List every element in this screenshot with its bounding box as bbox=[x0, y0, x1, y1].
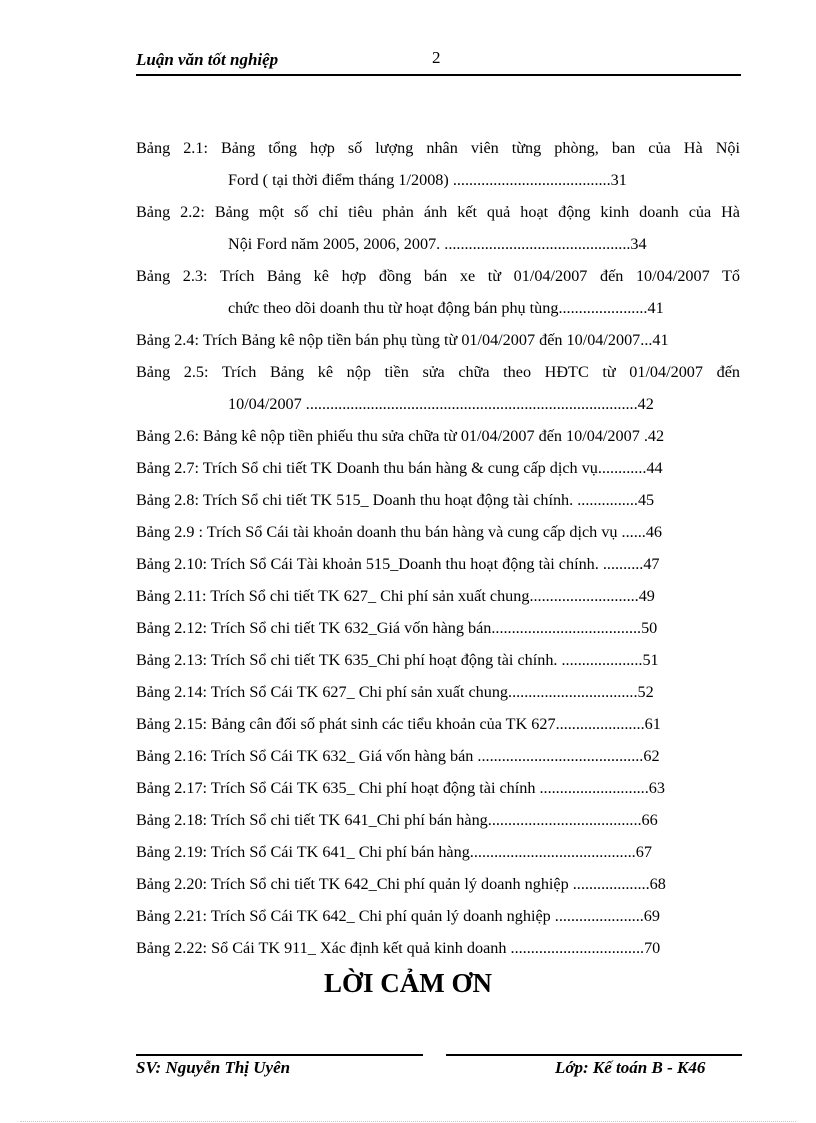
toc-entry: Bảng 2.9 : Trích Sổ Cái tài khoản doanh thu bán hàng và cung cấp dịch vụ ......46 bbox=[136, 523, 663, 541]
toc-entry: Bảng 2.1: Bảng tổng hợp số lượng nhân viên từng phòng, ban của Hà Nội bbox=[136, 139, 740, 157]
page-header bbox=[136, 48, 741, 76]
toc-entry: Bảng 2.12: Trích Sổ chi tiết TK 632_Giá vốn hàng bán.....................................50 bbox=[136, 619, 658, 637]
page-bottom-edge bbox=[20, 1121, 796, 1122]
toc-entry: Bảng 2.17: Trích Sổ Cái TK 635_ Chi phí hoạt động tài chính ...........................63 bbox=[136, 779, 665, 797]
toc-entry: Bảng 2.19: Trích Sổ Cái TK 641_ Chi phí bán hàng.........................................67 bbox=[136, 843, 652, 861]
toc-entry: Bảng 2.22: Sổ Cái TK 911_ Xác định kết quả kinh doanh .................................70 bbox=[136, 939, 661, 957]
toc-entry: Bảng 2.4: Trích Bảng kê nộp tiền bán phụ tùng từ 01/04/2007 đến 10/04/2007...41 bbox=[136, 331, 669, 349]
page-number: 2 bbox=[432, 48, 441, 67]
toc-entry: Bảng 2.18: Trích Sổ chi tiết TK 641_Chi phí bán hàng......................................66 bbox=[136, 811, 658, 829]
footer-student-name: SV: Nguyễn Thị Uyên bbox=[136, 1058, 291, 1077]
toc-entry: Bảng 2.5: Trích Bảng kê nộp tiền sửa chữa theo HĐTC từ 01/04/2007 đến bbox=[136, 363, 740, 381]
footer-class: Lớp: Kế toán B - K46 bbox=[555, 1058, 706, 1077]
section-heading: LỜI CẢM ƠN bbox=[324, 968, 492, 998]
toc-entry: Bảng 2.7: Trích Sổ chi tiết TK Doanh thu bán hàng & cung cấp dịch vụ............44 bbox=[136, 459, 663, 477]
footer-divider-right bbox=[446, 1054, 742, 1056]
toc-entry: Bảng 2.14: Trích Sổ Cái TK 627_ Chi phí sản xuất chung................................52 bbox=[136, 683, 654, 701]
footer-divider-left bbox=[136, 1054, 423, 1056]
toc-entry: Bảng 2.10: Trích Sổ Cái Tài khoản 515_Doanh thu hoạt động tài chính. ..........47 bbox=[136, 555, 660, 573]
toc-entry: Bảng 2.13: Trích Sổ chi tiết TK 635_Chi phí hoạt động tài chính. ....................51 bbox=[136, 651, 659, 669]
toc-entry-continuation: 10/04/2007 ..................................................................................42 bbox=[228, 395, 654, 413]
toc-entry: Bảng 2.8: Trích Sổ chi tiết TK 515_ Doanh thu hoạt động tài chính. ...............45 bbox=[136, 491, 655, 509]
toc-entry: Bảng 2.15: Bảng cân đối số phát sinh các tiểu khoản của TK 627......................61 bbox=[136, 715, 661, 733]
toc-entry: Bảng 2.2: Bảng một số chỉ tiêu phản ánh kết quả hoạt động kinh doanh của Hà bbox=[136, 203, 740, 221]
toc-entry: Bảng 2.3: Trích Bảng kê hợp đồng bán xe từ 01/04/2007 đến 10/04/2007 Tổ bbox=[136, 267, 740, 285]
toc-entry: Bảng 2.11: Trích Sổ chi tiết TK 627_ Chi phí sản xuất chung...........................49 bbox=[136, 587, 655, 605]
toc-entry-continuation: Nội Ford năm 2005, 2006, 2007. ..............................................34 bbox=[228, 235, 647, 253]
toc-entry: Bảng 2.20: Trích Sổ chi tiết TK 642_Chi phí quản lý doanh nghiệp ...................68 bbox=[136, 875, 666, 893]
toc-entry: Bảng 2.6: Bảng kê nộp tiền phiếu thu sửa chữa từ 01/04/2007 đến 10/04/2007 .42 bbox=[136, 427, 665, 445]
toc-entry-continuation: Ford ( tại thời điểm tháng 1/2008) .......................................31 bbox=[228, 171, 627, 189]
table-list bbox=[136, 132, 740, 964]
document-title: Luận văn tốt nghiệp bbox=[136, 50, 279, 69]
toc-entry-continuation: chức theo dõi doanh thu từ hoạt động bán phụ tùng......................41 bbox=[228, 299, 664, 317]
toc-entry: Bảng 2.21: Trích Sổ Cái TK 642_ Chi phí quản lý doanh nghiệp ......................69 bbox=[136, 907, 660, 925]
toc-entry: Bảng 2.16: Trích Sổ Cái TK 632_ Giá vốn hàng bán .........................................62 bbox=[136, 747, 660, 765]
